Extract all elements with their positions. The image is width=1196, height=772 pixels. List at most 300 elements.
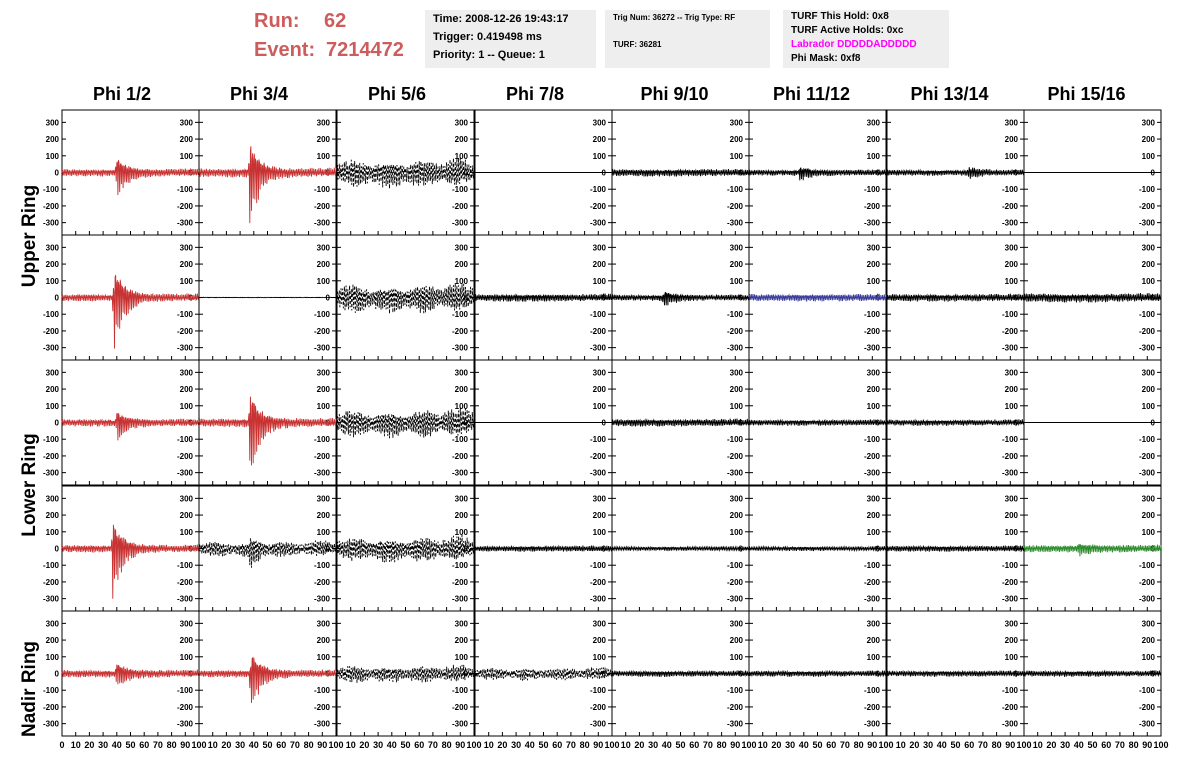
x-tick-label: 80	[991, 740, 1002, 750]
y-tick-label: -100	[451, 435, 468, 445]
column-header-phi-7-8: Phi 7/8	[505, 84, 565, 104]
y-tick-label: -200	[42, 451, 59, 461]
x-tick-label: 20	[84, 740, 95, 750]
labrador-text: Labrador DDDDDADDDDD	[791, 39, 917, 50]
y-tick-label: 200	[45, 385, 59, 395]
y-tick-label: 0	[601, 418, 606, 428]
y-tick-label: 0	[875, 418, 880, 428]
y-tick-label: 0	[188, 669, 193, 679]
y-tick-label: 200	[316, 135, 330, 145]
waveform-panel	[887, 486, 1024, 611]
y-tick-label: -300	[726, 218, 743, 228]
y-tick-label: 100	[1141, 276, 1155, 286]
x-tick-label: 20	[221, 740, 232, 750]
y-tick-label: -300	[1138, 594, 1155, 604]
y-tick-label: 0	[738, 544, 743, 554]
x-tick-label: 90	[317, 740, 328, 750]
y-tick-label: -100	[726, 686, 743, 696]
x-tick-label: 90	[1005, 740, 1016, 750]
column-header-phi-9-10: Phi 9/10	[640, 84, 709, 104]
waveform-trace	[199, 658, 336, 703]
y-tick-label: 300	[729, 619, 743, 629]
y-tick-label: -200	[726, 577, 743, 587]
y-tick-label: -300	[589, 719, 606, 729]
x-tick-label: 30	[785, 740, 796, 750]
x-tick-label: 50	[950, 740, 961, 750]
y-tick-label: -100	[1138, 185, 1155, 195]
y-tick-label: 100	[592, 276, 606, 286]
y-tick-label: 100	[1141, 151, 1155, 161]
y-tick-label: 100	[179, 401, 193, 411]
y-tick-label: 300	[1004, 619, 1018, 629]
waveform-panel	[1024, 235, 1161, 360]
y-tick-label: 0	[875, 293, 880, 303]
y-tick-label: -200	[176, 577, 193, 587]
y-tick-label: 0	[325, 293, 330, 303]
y-tick-label: -300	[589, 594, 606, 604]
y-tick-label: 300	[45, 368, 59, 378]
y-tick-label: -100	[42, 561, 59, 571]
y-tick-label: 200	[45, 636, 59, 646]
waveform-panel	[475, 611, 612, 736]
x-tick-label: 100	[466, 740, 482, 750]
y-tick-label: 100	[454, 527, 468, 537]
y-tick-label: -300	[176, 218, 193, 228]
y-tick-label: -200	[589, 702, 606, 712]
y-tick-label: 300	[45, 494, 59, 504]
y-tick-label: -100	[1001, 686, 1018, 696]
waveform-panel	[43, 486, 199, 611]
y-tick-label: -300	[176, 468, 193, 478]
y-tick-label: -300	[863, 218, 880, 228]
y-tick-label: 200	[1004, 260, 1018, 270]
y-tick-label: 300	[866, 368, 880, 378]
y-tick-label: -300	[863, 594, 880, 604]
x-tick-label: 100	[741, 740, 757, 750]
y-tick-label: -200	[726, 201, 743, 211]
x-tick-label: 50	[812, 740, 823, 750]
y-tick-label: 100	[729, 151, 743, 161]
x-tick-label: 60	[276, 740, 287, 750]
y-tick-label: 0	[738, 669, 743, 679]
y-tick-label: -100	[42, 310, 59, 320]
y-tick-label: -200	[42, 326, 59, 336]
x-tick-label: 60	[1101, 740, 1112, 750]
y-tick-label: 100	[1141, 527, 1155, 537]
y-tick-label: 0	[1013, 418, 1018, 428]
x-tick-label: 100	[604, 740, 620, 750]
y-tick-label: -300	[1001, 594, 1018, 604]
y-tick-label: 0	[325, 418, 330, 428]
y-tick-label: 0	[601, 669, 606, 679]
y-tick-label: -200	[1001, 201, 1018, 211]
y-tick-label: 0	[325, 168, 330, 178]
y-tick-label: 200	[592, 385, 606, 395]
y-tick-label: 300	[1141, 243, 1155, 253]
y-tick-label: -300	[176, 594, 193, 604]
y-tick-label: -100	[313, 185, 330, 195]
waveform-panel	[337, 486, 474, 611]
y-tick-label: -200	[863, 702, 880, 712]
y-tick-label: -200	[451, 577, 468, 587]
waveform-trace	[887, 167, 1024, 179]
x-tick-label: 40	[111, 740, 122, 750]
y-tick-label: -200	[313, 326, 330, 336]
y-tick-label: 0	[463, 544, 468, 554]
x-tick-label: 20	[771, 740, 782, 750]
x-tick-label: 30	[235, 740, 246, 750]
x-tick-label: 30	[648, 740, 659, 750]
x-tick-label: 60	[139, 740, 150, 750]
y-tick-label: -300	[313, 343, 330, 353]
y-tick-label: -200	[1138, 201, 1155, 211]
x-tick-label: 100	[878, 740, 894, 750]
y-tick-label: -100	[1138, 310, 1155, 320]
x-tick-label: 70	[839, 740, 850, 750]
y-tick-label: 200	[729, 511, 743, 521]
waveform-panel	[1024, 360, 1161, 485]
waveform-trace	[1024, 293, 1161, 302]
y-tick-label: -300	[42, 719, 59, 729]
y-tick-label: -300	[863, 719, 880, 729]
y-tick-label: -200	[1001, 451, 1018, 461]
x-tick-label: 40	[798, 740, 809, 750]
x-tick-label: 80	[166, 740, 177, 750]
y-tick-label: 0	[188, 418, 193, 428]
x-tick-label: 60	[689, 740, 700, 750]
y-tick-label: 100	[316, 527, 330, 537]
x-tick-label: 80	[853, 740, 864, 750]
y-tick-label: -300	[1138, 343, 1155, 353]
x-tick-label: 40	[1073, 740, 1084, 750]
y-tick-label: 100	[1141, 652, 1155, 662]
y-tick-label: -100	[313, 686, 330, 696]
y-tick-label: 300	[316, 118, 330, 128]
x-tick-label: 40	[661, 740, 672, 750]
x-tick-label: 70	[977, 740, 988, 750]
waveform-panel	[43, 235, 199, 360]
column-header-phi-11-12: Phi 11/12	[772, 84, 851, 104]
x-tick-label: 50	[262, 740, 273, 750]
y-tick-label: -300	[42, 218, 59, 228]
y-tick-label: 300	[45, 619, 59, 629]
y-tick-label: 300	[179, 118, 193, 128]
column-header-phi-5-6: Phi 5/6	[367, 84, 427, 104]
waveform-trace	[887, 670, 1024, 677]
y-tick-label: 0	[601, 168, 606, 178]
y-tick-label: -100	[1001, 435, 1018, 445]
y-tick-label: 200	[179, 385, 193, 395]
y-tick-label: -100	[451, 686, 468, 696]
waveform-trace	[199, 297, 336, 298]
y-tick-label: 200	[1004, 385, 1018, 395]
y-tick-label: -100	[863, 686, 880, 696]
y-tick-label: 100	[592, 527, 606, 537]
turf-this-hold-text: TURF This Hold: 0x8	[791, 11, 889, 22]
ring-label-nadir: Nadir Ring	[19, 640, 40, 738]
x-tick-label: 80	[441, 740, 452, 750]
y-tick-label: -300	[42, 594, 59, 604]
y-tick-label: 100	[1004, 401, 1018, 411]
y-tick-label: 100	[592, 652, 606, 662]
y-tick-label: -300	[1138, 468, 1155, 478]
x-tick-label: 70	[565, 740, 576, 750]
y-tick-label: -200	[589, 201, 606, 211]
y-tick-label: 0	[325, 544, 330, 554]
y-tick-label: 200	[1004, 511, 1018, 521]
y-tick-label: 0	[1013, 544, 1018, 554]
x-tick-label: 90	[593, 740, 604, 750]
y-tick-label: 100	[866, 401, 880, 411]
x-tick-label: 90	[1142, 740, 1153, 750]
y-tick-label: -300	[1001, 218, 1018, 228]
y-tick-label: 0	[325, 669, 330, 679]
x-tick-label: 10	[620, 740, 631, 750]
y-tick-label: 200	[179, 511, 193, 521]
y-tick-label: -200	[1138, 451, 1155, 461]
y-tick-label: -300	[589, 468, 606, 478]
waveform-panel	[337, 360, 474, 485]
y-tick-label: -200	[451, 201, 468, 211]
waveform-trace	[887, 545, 1024, 551]
waveform-panel	[337, 110, 474, 235]
y-tick-label: 0	[875, 168, 880, 178]
y-tick-label: -300	[726, 719, 743, 729]
x-tick-label: 90	[867, 740, 878, 750]
x-tick-label: 40	[936, 740, 947, 750]
y-tick-label: 100	[45, 527, 59, 537]
y-tick-label: -200	[863, 201, 880, 211]
x-tick-label: 10	[345, 740, 356, 750]
y-tick-label: -100	[1138, 686, 1155, 696]
y-tick-label: -200	[589, 577, 606, 587]
y-tick-label: 100	[179, 151, 193, 161]
x-tick-label: 10	[70, 740, 81, 750]
y-tick-label: -100	[589, 686, 606, 696]
y-tick-label: 200	[729, 385, 743, 395]
waveform-panel	[749, 486, 886, 611]
waveform-trace	[337, 665, 474, 683]
y-tick-label: 0	[188, 544, 193, 554]
y-tick-label: 100	[729, 401, 743, 411]
y-tick-label: 100	[45, 401, 59, 411]
y-tick-label: -200	[1001, 702, 1018, 712]
y-tick-label: 0	[1013, 168, 1018, 178]
waveform-panel	[749, 611, 886, 736]
y-tick-label: 100	[316, 276, 330, 286]
y-tick-label: -300	[1001, 468, 1018, 478]
x-tick-label: 70	[152, 740, 163, 750]
y-tick-label: 300	[592, 243, 606, 253]
y-tick-label: 0	[188, 168, 193, 178]
y-tick-label: -300	[176, 719, 193, 729]
x-tick-label: 30	[1060, 740, 1071, 750]
y-tick-label: 200	[454, 135, 468, 145]
y-tick-label: 200	[729, 135, 743, 145]
run-label: Run:	[254, 10, 300, 32]
y-tick-label: -100	[176, 686, 193, 696]
y-tick-label: 0	[54, 168, 59, 178]
y-tick-label: -100	[726, 310, 743, 320]
y-tick-label: -200	[589, 326, 606, 336]
y-tick-label: -100	[1138, 561, 1155, 571]
y-tick-label: -200	[176, 201, 193, 211]
y-tick-label: 200	[592, 636, 606, 646]
waveform-panel	[612, 611, 749, 736]
y-tick-label: -100	[1001, 310, 1018, 320]
x-tick-label: 20	[634, 740, 645, 750]
column-header-phi-15-16: Phi 15/16	[1047, 84, 1126, 104]
trigger-text: Trigger: 0.419498 ms	[433, 31, 542, 43]
y-tick-label: 100	[316, 652, 330, 662]
y-tick-label: 100	[729, 527, 743, 537]
y-tick-label: 200	[179, 636, 193, 646]
y-tick-label: -200	[726, 326, 743, 336]
y-tick-label: 300	[454, 619, 468, 629]
waveform-panel	[887, 360, 1024, 485]
y-tick-label: 0	[601, 544, 606, 554]
y-tick-label: -300	[589, 218, 606, 228]
y-tick-label: -200	[451, 451, 468, 461]
y-tick-label: -100	[589, 435, 606, 445]
y-tick-label: 300	[179, 619, 193, 629]
y-tick-label: 100	[316, 401, 330, 411]
y-tick-label: 200	[45, 135, 59, 145]
y-tick-label: 200	[592, 135, 606, 145]
y-tick-label: 200	[1141, 385, 1155, 395]
y-tick-label: -100	[589, 561, 606, 571]
y-tick-label: 0	[1150, 544, 1155, 554]
y-tick-label: 300	[1004, 368, 1018, 378]
y-tick-label: 100	[1141, 401, 1155, 411]
y-tick-label: -200	[863, 577, 880, 587]
x-tick-label: 30	[511, 740, 522, 750]
waveform-panel	[475, 486, 612, 611]
ring-label-lower: Lower Ring	[19, 433, 40, 537]
y-tick-label: -200	[313, 451, 330, 461]
x-tick-label: 40	[524, 740, 535, 750]
x-tick-label: 20	[497, 740, 508, 750]
y-tick-label: 0	[1013, 669, 1018, 679]
y-tick-label: 0	[54, 544, 59, 554]
y-tick-label: 200	[1004, 636, 1018, 646]
waveform-panel	[887, 611, 1024, 736]
y-tick-label: 300	[1141, 619, 1155, 629]
y-tick-label: -100	[726, 561, 743, 571]
y-tick-label: 200	[866, 636, 880, 646]
x-tick-label: 90	[455, 740, 466, 750]
waveform-trace	[749, 546, 886, 551]
y-tick-label: -100	[42, 435, 59, 445]
x-tick-label: 80	[303, 740, 314, 750]
y-tick-label: 300	[729, 118, 743, 128]
y-tick-label: -100	[863, 185, 880, 195]
y-tick-label: -200	[863, 326, 880, 336]
x-tick-label: 50	[1087, 740, 1098, 750]
ring-label-upper: Upper Ring	[19, 184, 40, 288]
y-tick-label: 0	[601, 293, 606, 303]
y-tick-label: 100	[866, 652, 880, 662]
x-tick-label: 0	[59, 740, 65, 750]
waveform-panel	[43, 611, 199, 736]
y-tick-label: -200	[451, 326, 468, 336]
y-tick-label: 100	[729, 652, 743, 662]
y-tick-label: 300	[454, 118, 468, 128]
y-tick-label: 300	[454, 494, 468, 504]
column-header-phi-1-2: Phi 1/2	[92, 84, 152, 104]
y-tick-label: -100	[1138, 435, 1155, 445]
waveform-trace	[749, 294, 886, 302]
waveform-trace	[612, 546, 749, 551]
x-tick-label: 20	[909, 740, 920, 750]
y-tick-label: 0	[54, 669, 59, 679]
y-tick-label: 200	[454, 636, 468, 646]
y-tick-label: 200	[592, 260, 606, 270]
x-tick-label: 40	[248, 740, 259, 750]
y-tick-label: -200	[1138, 702, 1155, 712]
x-tick-label: 100	[1016, 740, 1032, 750]
y-tick-label: -100	[313, 310, 330, 320]
y-tick-label: 100	[454, 151, 468, 161]
waveform-panel	[199, 110, 336, 235]
y-tick-label: 100	[729, 276, 743, 286]
x-tick-label: 10	[1032, 740, 1043, 750]
y-tick-label: 0	[738, 418, 743, 428]
y-tick-label: -100	[176, 310, 193, 320]
x-tick-label: 70	[289, 740, 300, 750]
y-tick-label: 100	[592, 401, 606, 411]
x-tick-label: 10	[207, 740, 218, 750]
waveform-trace	[749, 670, 886, 676]
y-tick-label: 200	[454, 511, 468, 521]
waveform-panel	[199, 486, 336, 611]
y-tick-label: -200	[313, 577, 330, 587]
y-tick-label: 100	[179, 527, 193, 537]
waveform-trace	[475, 667, 612, 681]
event-label: Event:	[254, 39, 316, 61]
waveform-panel	[1024, 611, 1161, 736]
x-tick-label: 50	[125, 740, 136, 750]
waveform-trace	[475, 294, 612, 302]
x-tick-label: 50	[675, 740, 686, 750]
waveform-trace	[612, 293, 749, 306]
y-tick-label: 200	[316, 385, 330, 395]
y-tick-label: 200	[454, 260, 468, 270]
y-tick-label: 300	[45, 118, 59, 128]
y-tick-label: 100	[1004, 527, 1018, 537]
y-tick-label: -200	[313, 702, 330, 712]
y-tick-label: -200	[313, 201, 330, 211]
x-tick-label: 70	[1114, 740, 1125, 750]
y-tick-label: -300	[313, 719, 330, 729]
waveform-panel	[43, 360, 199, 485]
y-tick-label: -300	[726, 343, 743, 353]
y-tick-label: 100	[179, 276, 193, 286]
y-tick-label: 300	[316, 494, 330, 504]
y-tick-label: 0	[1150, 168, 1155, 178]
y-tick-label: 100	[179, 652, 193, 662]
x-tick-label: 60	[826, 740, 837, 750]
y-tick-label: -100	[863, 310, 880, 320]
y-tick-label: -200	[451, 702, 468, 712]
y-tick-label: 100	[45, 151, 59, 161]
x-tick-label: 80	[1128, 740, 1139, 750]
y-tick-label: -300	[451, 343, 468, 353]
y-tick-label: -200	[1138, 326, 1155, 336]
waveform-trace	[337, 535, 474, 562]
turf-active-holds-text: TURF Active Holds: 0xc	[791, 25, 904, 36]
y-tick-label: -100	[1001, 561, 1018, 571]
